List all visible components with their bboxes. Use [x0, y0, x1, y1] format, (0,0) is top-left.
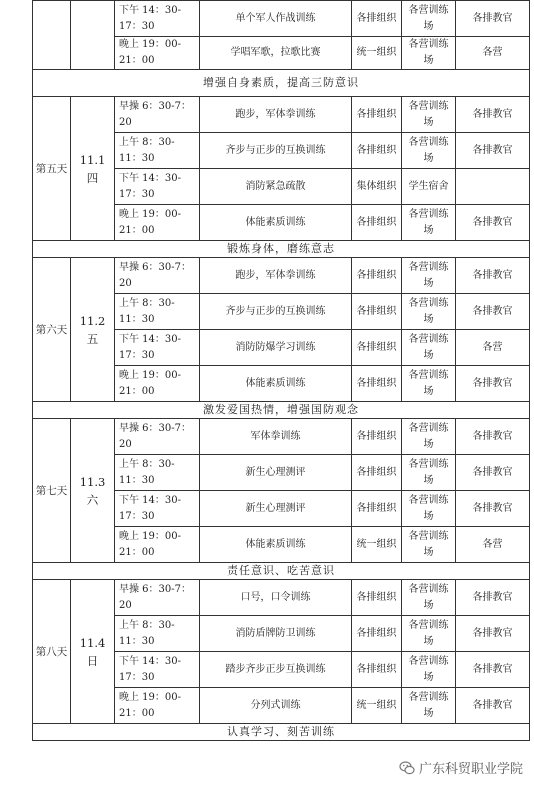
- organizer-cell: 各排组织: [352, 97, 402, 133]
- staff-cell: 各排教官: [456, 133, 530, 169]
- location-cell: 各营训练场: [402, 455, 456, 491]
- time-cell: 晚上 19：00-21：00: [115, 37, 200, 70]
- activity-cell: 消防防爆学习训练: [200, 330, 352, 366]
- location-cell: 各营训练场: [402, 366, 456, 402]
- date-cell: [71, 419, 115, 563]
- activity-cell: 体能素质训练: [200, 527, 352, 563]
- staff-cell: 各排教官: [456, 258, 530, 294]
- staff-cell: 各营: [456, 527, 530, 563]
- location-cell: 各营训练场: [402, 97, 456, 133]
- organizer-cell: 各排组织: [352, 133, 402, 169]
- organizer-cell: 各排组织: [352, 616, 402, 652]
- time-cell: 下午 14：30-17：30: [115, 169, 200, 205]
- theme-text: 责任意识、吃苦意识: [33, 563, 530, 580]
- date-text: 11.2: [79, 313, 106, 328]
- time-cell: 晚上 19：00-21：00: [115, 527, 200, 563]
- table-row: [33, 419, 530, 455]
- location-cell: 各营训练场: [402, 294, 456, 330]
- organizer-cell: 统一组织: [352, 37, 402, 70]
- organizer-cell: 统一组织: [352, 527, 402, 563]
- time-cell: 下午 14：30-17：30: [115, 1, 200, 37]
- time-cell: 上午 8：30-11：30: [115, 455, 200, 491]
- staff-cell: 各排教官: [456, 205, 530, 241]
- location-cell: 各营训练场: [402, 527, 456, 563]
- weekday-text: 五: [86, 331, 99, 346]
- activity-cell: 消防紧急疏散: [200, 169, 352, 205]
- date-text: 11.4: [79, 635, 106, 650]
- location-cell: 各营训练场: [402, 419, 456, 455]
- staff-cell: 各排教官: [456, 491, 530, 527]
- time-cell: 晚上 19：00-21：00: [115, 366, 200, 402]
- activity-cell: 体能素质训练: [200, 366, 352, 402]
- staff-cell: 各排教官: [456, 366, 530, 402]
- weekday-text: 六: [86, 492, 99, 507]
- activity-cell: 体能素质训练: [200, 205, 352, 241]
- location-cell: 学生宿舍: [402, 169, 456, 205]
- organizer-cell: 各排组织: [352, 652, 402, 688]
- activity-cell: 新生心理测评: [200, 491, 352, 527]
- weekday-text: 四: [86, 170, 99, 185]
- location-cell: 各营训练场: [402, 205, 456, 241]
- wechat-icon: [399, 760, 415, 776]
- staff-cell: 各排教官: [456, 688, 530, 724]
- day-cell: 第八天: [33, 580, 71, 724]
- location-cell: 各营训练场: [402, 491, 456, 527]
- table-row: [33, 97, 530, 133]
- time-cell: 下午 14：30-17：30: [115, 652, 200, 688]
- activity-cell: 跑步，军体拳训练: [200, 258, 352, 294]
- time-cell: 早操 6：30-7：20: [115, 419, 200, 455]
- date-cell: [71, 580, 115, 724]
- date-cell: [71, 97, 115, 241]
- organizer-cell: 各排组织: [352, 419, 402, 455]
- staff-cell: 各营: [456, 37, 530, 70]
- staff-cell: 各排教官: [456, 1, 530, 37]
- theme-row: [33, 724, 530, 741]
- activity-cell: 消防盾牌防卫训练: [200, 616, 352, 652]
- staff-cell: [456, 169, 530, 205]
- organizer-cell: 各排组织: [352, 205, 402, 241]
- theme-text: 认真学习、刻苦训练: [33, 724, 530, 741]
- time-cell: 上午 8：30-11：30: [115, 294, 200, 330]
- activity-cell: 口号，口令训练: [200, 580, 352, 616]
- activity-cell: 分列式训练: [200, 688, 352, 724]
- theme-row: [33, 70, 530, 97]
- watermark-text: 广东科贸职业学院: [418, 762, 523, 777]
- location-cell: 各营训练场: [402, 37, 456, 70]
- time-cell: 下午 14：30-17：30: [115, 491, 200, 527]
- location-cell: 各营训练场: [402, 652, 456, 688]
- location-cell: 各营训练场: [402, 580, 456, 616]
- day-cell: 第五天: [33, 97, 71, 241]
- time-cell: 早操 6：30-7：20: [115, 580, 200, 616]
- time-cell: 早操 6：30-7：20: [115, 97, 200, 133]
- day-cell: 第六天: [33, 258, 71, 402]
- location-cell: 各营训练场: [402, 133, 456, 169]
- organizer-cell: 统一组织: [352, 688, 402, 724]
- table-row: [33, 1, 530, 37]
- activity-cell: 新生心理测评: [200, 455, 352, 491]
- staff-cell: 各排教官: [456, 616, 530, 652]
- staff-cell: 各排教官: [456, 652, 530, 688]
- organizer-cell: 各排组织: [352, 491, 402, 527]
- theme-row: [33, 402, 530, 419]
- date-text: 11.1: [79, 152, 106, 167]
- time-cell: 早操 6：30-7：20: [115, 258, 200, 294]
- staff-cell: 各营: [456, 330, 530, 366]
- training-schedule-table: [32, 0, 530, 741]
- staff-cell: 各排教官: [456, 419, 530, 455]
- location-cell: 各营训练场: [402, 616, 456, 652]
- location-cell: 各营训练场: [402, 330, 456, 366]
- theme-row: [33, 241, 530, 258]
- organizer-cell: 各排组织: [352, 455, 402, 491]
- date-cell: [71, 258, 115, 402]
- location-cell: 各营训练场: [402, 258, 456, 294]
- organizer-cell: 各排组织: [352, 1, 402, 37]
- location-cell: 各营训练场: [402, 688, 456, 724]
- time-cell: 晚上 19：00-21：00: [115, 205, 200, 241]
- time-cell: 晚上 19：00-21：00: [115, 688, 200, 724]
- organizer-cell: 各排组织: [352, 580, 402, 616]
- date-cell: [71, 1, 115, 70]
- date-text: 11.3: [79, 474, 106, 489]
- organizer-cell: 各排组织: [352, 294, 402, 330]
- staff-cell: 各排教官: [456, 97, 530, 133]
- staff-cell: 各排教官: [456, 455, 530, 491]
- activity-cell: 单个军人作战训练: [200, 1, 352, 37]
- theme-text: 增强自身素质，提高三防意识: [33, 70, 530, 97]
- activity-cell: 跑步，军体拳训练: [200, 97, 352, 133]
- time-cell: 下午 14：30-17：30: [115, 330, 200, 366]
- organizer-cell: 各排组织: [352, 366, 402, 402]
- time-cell: 上午 8：30-11：30: [115, 616, 200, 652]
- theme-text: 激发爱国热情，增强国防观念: [33, 402, 530, 419]
- organizer-cell: 各排组织: [352, 258, 402, 294]
- organizer-cell: 集体组织: [352, 169, 402, 205]
- watermark: [396, 757, 526, 778]
- theme-row: [33, 563, 530, 580]
- activity-cell: 齐步与正步的互换训练: [200, 133, 352, 169]
- activity-cell: 军体拳训练: [200, 419, 352, 455]
- day-cell: 第七天: [33, 419, 71, 563]
- day-cell: [33, 1, 71, 70]
- theme-text: 锻炼身体，磨练意志: [33, 241, 530, 258]
- activity-cell: 学唱军歌，拉歌比赛: [200, 37, 352, 70]
- table-row: [33, 258, 530, 294]
- organizer-cell: 各排组织: [352, 330, 402, 366]
- activity-cell: 踏步齐步正步互换训练: [200, 652, 352, 688]
- time-cell: 上午 8：30-11：30: [115, 133, 200, 169]
- location-cell: 各营训练场: [402, 1, 456, 37]
- weekday-text: 日: [86, 653, 99, 668]
- staff-cell: 各排教官: [456, 580, 530, 616]
- table-row: [33, 580, 530, 616]
- staff-cell: 各排教官: [456, 294, 530, 330]
- activity-cell: 齐步与正步的互换训练: [200, 294, 352, 330]
